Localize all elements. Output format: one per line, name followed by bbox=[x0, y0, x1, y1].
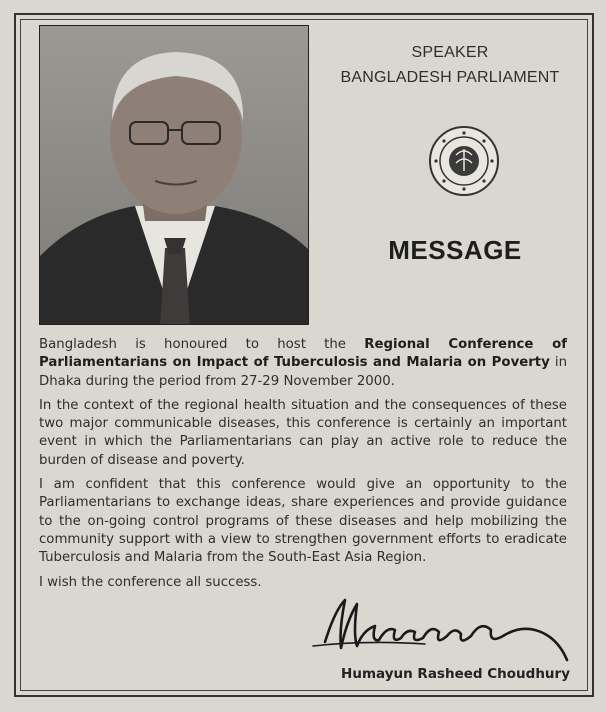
office-title-line1: SPEAKER bbox=[411, 44, 489, 61]
office-title bbox=[330, 40, 570, 90]
paragraph-context: In the context of the regional health situation and the consequences of these two major communicable diseases, this conference is certainly an important event in which the Parliamentarians can play an active role to reduce the burden of disease and poverty. bbox=[39, 397, 567, 468]
paragraph-intro bbox=[39, 336, 567, 391]
message-heading: MESSAGE bbox=[388, 235, 522, 265]
parliament-seal-icon bbox=[428, 125, 500, 197]
signer-name: Humayun Rasheed Choudhury bbox=[341, 666, 570, 682]
paragraph-intro-lead: Bangladesh is honoured to host the bbox=[39, 337, 365, 352]
paragraph-wish: I wish the conference all success. bbox=[39, 574, 262, 590]
paragraph-intro-tail: in Dhaka during the period from 27-29 November 2000. bbox=[39, 355, 568, 389]
portrait-photo bbox=[39, 25, 309, 325]
conference-name: Regional Conference of Parliamentarians on Impact of Tuberculosis and Malaria on Poverty bbox=[39, 337, 568, 371]
handwritten-signature bbox=[305, 590, 585, 670]
office-title-line2: BANGLADESH PARLIAMENT bbox=[340, 69, 560, 86]
paragraph-confidence: I am confident that this conference would give an opportunity to the Parliamentarians to exchange ideas, share experiences and provide guidance to the on-going control programs of these diseases and help mobilizing the community support with a view to strengthen government efforts to eradicate Tuberculosis and Malaria from the South-East Asia Region. bbox=[39, 477, 567, 566]
message-body bbox=[39, 336, 567, 598]
